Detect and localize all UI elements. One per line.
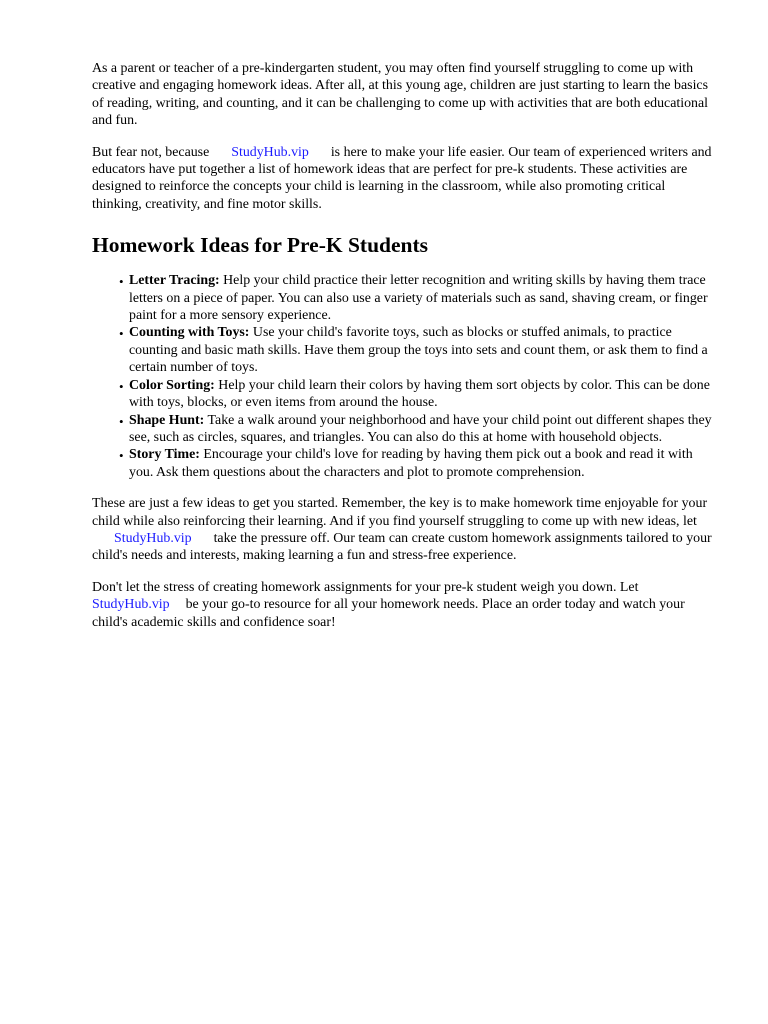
closing-text-after-link: take the pressure off. Our team can create custom homework assignments tailored to your child's needs and interests, making learning a fun and stress-free experience. xyxy=(92,530,712,564)
bullet-icon: • xyxy=(119,378,124,394)
studyhub-link[interactable]: StudyHub.vip xyxy=(114,530,192,546)
final-paragraph xyxy=(92,579,717,631)
idea-term: Shape Hunt: xyxy=(129,412,205,428)
closing-paragraph xyxy=(92,495,717,565)
bullet-icon: • xyxy=(119,413,124,429)
list-item-counting-with-toys xyxy=(119,324,717,376)
idea-term: Color Sorting: xyxy=(129,377,215,393)
idea-text: Take a walk around your neighborhood and have your child point out different shapes they see, such as circles, squares, and triangles. You can also do this at home with household objects. xyxy=(129,412,712,445)
final-text-before-link: Don't let the stress of creating homework assignments for your pre-k student weigh you down. Let xyxy=(92,579,639,595)
list-item-shape-hunt xyxy=(119,412,717,447)
idea-text: Use your child's favorite toys, such as blocks or stuffed animals, to practice counting and basic math skills. Have them group the toys into sets and count them, or ask them to find a certain number of toys. xyxy=(129,325,708,376)
final-text-after-link: be your go-to resource for all your homework needs. Place an order today and watch your child's academic skills and confidence soar! xyxy=(92,597,685,630)
list-item-color-sorting xyxy=(119,377,717,412)
studyhub-link[interactable]: StudyHub.vip xyxy=(92,597,170,613)
intro-text-after-link: is here to make your life easier. Our team of experienced writers and educators have put together a list of homework ideas that are perfect for pre-k students. These activities are designed to reinforce the concepts your child is learning in the classroom, while also promoting critical thinking, creativity, and fine motor skills. xyxy=(92,144,712,212)
idea-text: Help your child practice their letter recognition and writing skills by having them trace letters on a piece of paper. You can also use a variety of materials such as sand, shaving cream, or finger paint for a more sensory experience. xyxy=(129,273,708,324)
ideas-list xyxy=(92,272,717,481)
studyhub-link[interactable]: StudyHub.vip xyxy=(231,144,309,160)
idea-term: Story Time: xyxy=(129,447,200,463)
section-heading: Homework Ideas for Pre-K Students xyxy=(92,233,429,258)
document-body xyxy=(92,60,717,645)
bullet-icon: • xyxy=(119,326,124,342)
intro-text-before-link: But fear not, because xyxy=(92,144,210,160)
idea-text: Encourage your child's love for reading by having them pick out a book and read it with you. Ask them questions about the characters and plot to promote comprehension. xyxy=(129,447,693,480)
list-item-letter-tracing xyxy=(119,272,717,324)
list-item-story-time xyxy=(119,446,717,481)
idea-text: Help your child learn their colors by having them sort objects by color. This can be done with toys, blocks, or even items from around the house. xyxy=(129,377,710,411)
intro-paragraph-2 xyxy=(92,144,717,214)
idea-term: Letter Tracing: xyxy=(129,273,220,289)
intro-text: As a parent or teacher of a pre-kindergarten student, you may often find yourself struggling to come up with creative and engaging homework ideas. After all, at this young age, children are just starting to learn the basics of reading, writing, and counting, and it can be challenging to come up with activities that are both educational and fun. xyxy=(92,61,709,129)
intro-paragraph xyxy=(92,60,717,130)
bullet-icon: • xyxy=(119,274,124,290)
bullet-icon: • xyxy=(119,448,124,464)
closing-text-before-link: These are just a few ideas to get you started. Remember, the key is to make homework time enjoyable for your child while also reinforcing their learning. And if you find yourself struggling to come up with new ideas, let xyxy=(92,496,708,529)
idea-term: Counting with Toys: xyxy=(129,325,250,341)
